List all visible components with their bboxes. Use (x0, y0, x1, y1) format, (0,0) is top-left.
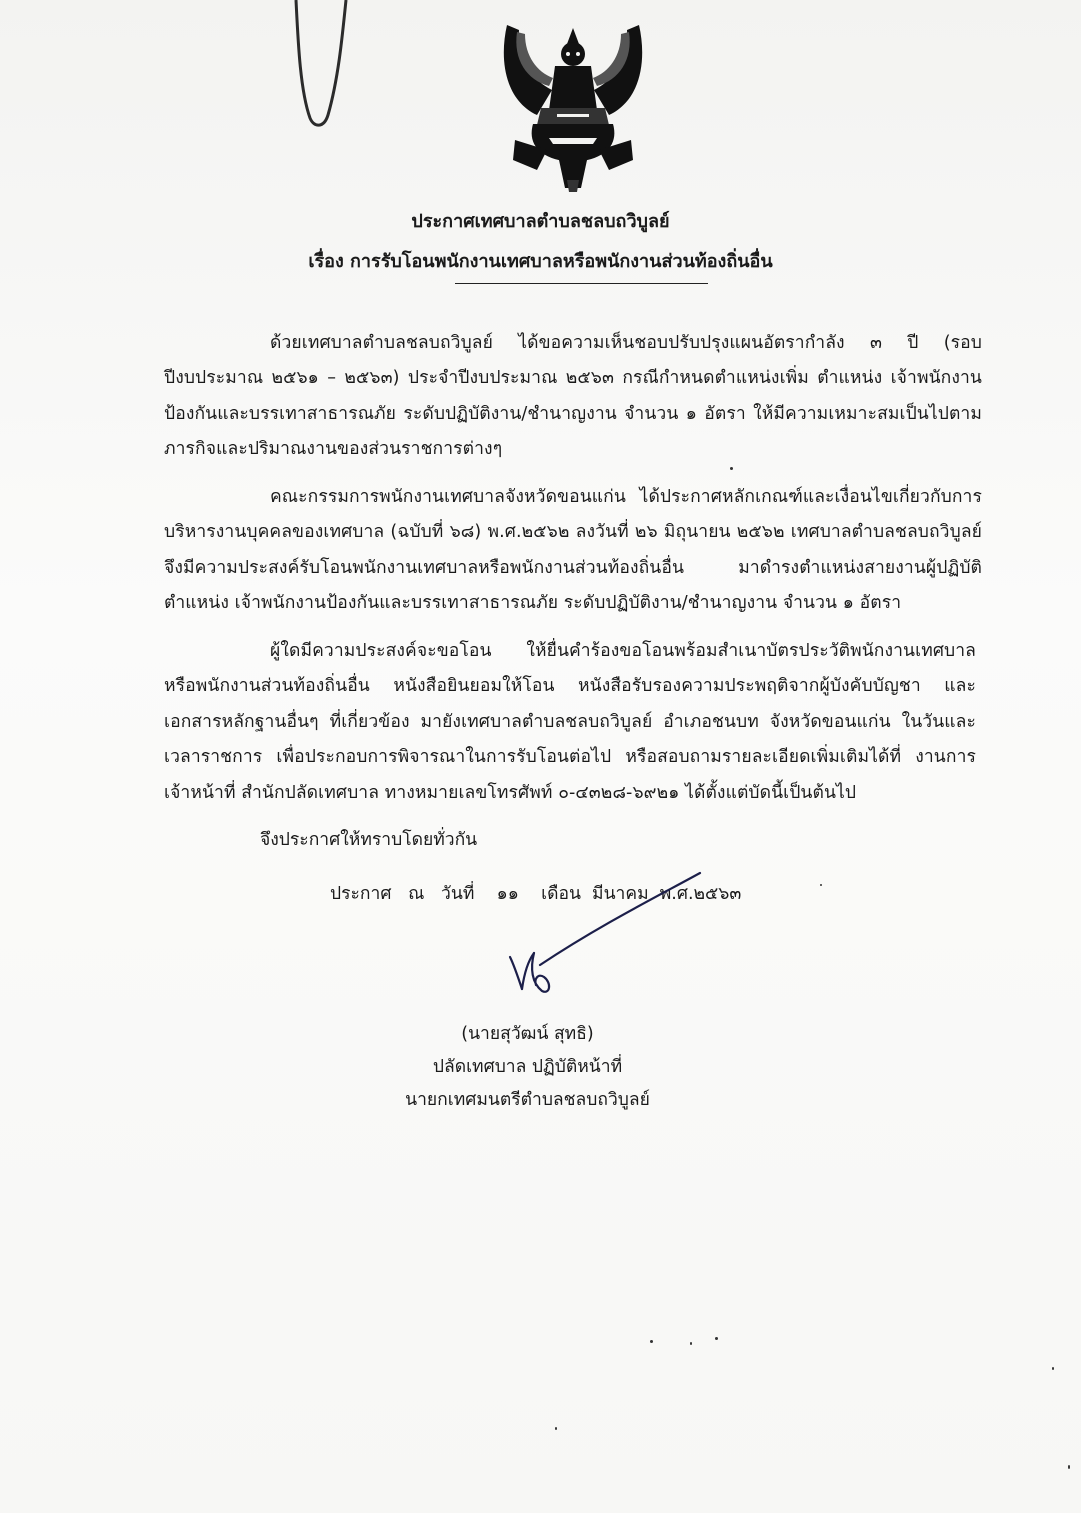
scan-speck (730, 467, 733, 470)
scan-speck (1052, 1367, 1054, 1370)
signer-name: (นายสุวัฒน์ สุทธิ) (461, 1024, 594, 1044)
handwritten-signature (500, 865, 720, 1015)
paragraph-3: ผู้ใดมีความประสงค์จะขอโอน ให้ยื่นคำร้องขอโอนพร้อมสำเนาบัตรประวัติพนักงานเทศบาลหรือพนักงานส่วนท้องถิ่นอื่น หนังสือยินยอมให้โอน หนังสือรับรองความประพฤติจากผู้บังคับบัญชา และเอกสารหลักฐานอื่นๆ ที่เกี่ยวข้อง มายังเทศบาลตำบลชลบถวิบูลย์ อำเภอชนบท จังหวัดขอนแก่น ในวันและเวลาราชการ เพื่อประกอบการพิจารณาในการรับโอนต่อไป หรือสอบถามรายละเอียดเพิ่มเติมได้ที่ งานการเจ้าหน้าที่ สำนักปลัดเทศบาล ทางหมายเลขโทรศัพท์ ๐-๔๓๒๘-๖๙๒๑ ได้ตั้งแต่บัดนี้เป็นต้นไป (164, 641, 976, 803)
garuda-emblem-icon (497, 20, 649, 195)
paper-clip-mark (290, 0, 360, 130)
closing-line: จึงประกาศให้ทราบโดยทั่วกัน (260, 830, 478, 850)
signer-acting-position: นายกเทศมนตรีตำบลชลบถวิบูลย์ (405, 1090, 650, 1110)
scan-speck (715, 1337, 718, 1340)
title-divider (455, 283, 708, 284)
scan-speck (820, 884, 822, 886)
scan-speck (555, 1427, 557, 1430)
paragraph-1: ด้วยเทศบาลตำบลชลบถวิบูลย์ ได้ขอความเห็นชอบปรับปรุงแผนอัตรากำลัง ๓ ปี (รอบปีงบประมาณ ๒๕๖๑ – ๒๕๖๓) ประจำปีงบประมาณ ๒๕๖๓ กรณีกำหนดตำแหน่งเพิ่ม ตำแหน่ง เจ้าพนักงานป้องกันและบรรเทาสาธารณภัย ระดับปฏิบัติงาน/ชำนาญงาน จำนวน ๑ อัตรา ให้มีความเหมาะสมเป็นไปตามภารกิจและปริมาณงานของส่วนราชการต่างๆ (164, 333, 982, 460)
signer-position: ปลัดเทศบาล ปฏิบัติหน้าที่ (432, 1057, 623, 1077)
scan-speck (1068, 1465, 1070, 1469)
scan-speck (650, 1340, 653, 1343)
announcement-date: ประกาศ ณ วันที่ ๑๑ เดือน มีนาคม พ.ศ.๒๕๖๓ (330, 884, 742, 904)
paragraph-2: คณะกรรมการพนักงานเทศบาลจังหวัดขอนแก่น ได้ประกาศหลักเกณฑ์และเงื่อนไขเกี่ยวกับการบริหารงานบุคคลของเทศบาล (ฉบับที่ ๖๘) พ.ศ.๒๕๖๒ ลงวันที่ ๒๖ มิถุนายน ๒๕๖๒ เทศบาลตำบลชลบถวิบูลย์จึงมีความประสงค์รับโอนพนักงานเทศบาลหรือพนักงานส่วนท้องถิ่นอื่น มาดำรงตำแหน่งสายงานผู้ปฏิบัติ ตำแหน่ง เจ้าพนักงานป้องกันและบรรเทาสาธารณภัย ระดับปฏิบัติงาน/ชำนาญงาน จำนวน ๑ อัตรา (164, 487, 982, 614)
document-subject: เรื่อง การรับโอนพนักงานเทศบาลหรือพนักงานส่วนท้องถิ่นอื่น (308, 251, 773, 272)
document-title: ประกาศเทศบาลตำบลชลบถวิบูลย์ (411, 211, 670, 232)
scan-speck (690, 1342, 692, 1345)
